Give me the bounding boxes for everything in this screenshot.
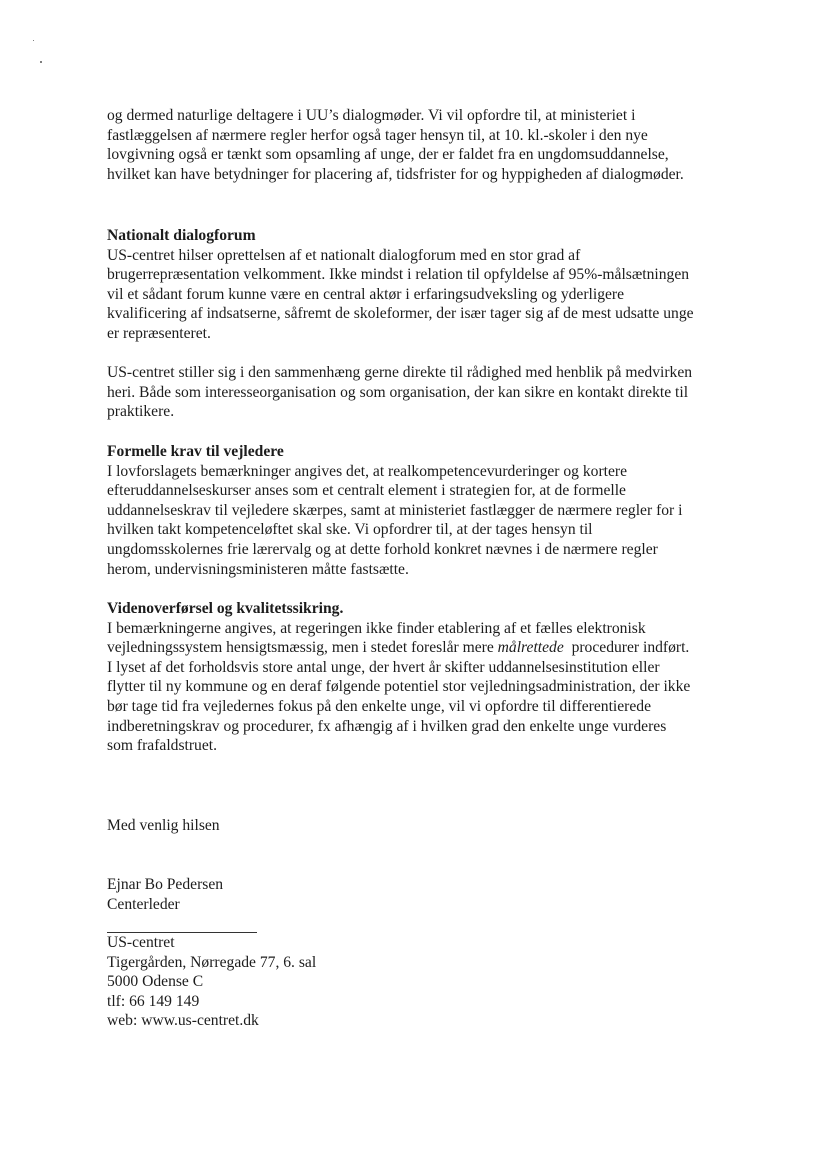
text-line: lovgivning også er tænkt som opsamling af unge, der er faldet fra en ungdomsuddannelse, bbox=[107, 146, 669, 164]
section-heading: Nationalt dialogforum bbox=[107, 227, 256, 244]
text-line: I lyset af det forholdsvis store antal unge, der hvert år skifter uddannelsesinstitution eller bbox=[107, 658, 660, 676]
signature-block bbox=[107, 875, 747, 914]
footer-contact bbox=[107, 933, 747, 1031]
section-heading: Videnoverførsel og kvalitetssikring. bbox=[107, 600, 344, 617]
intro-paragraph bbox=[107, 106, 747, 184]
phone-line: tlf: 66 149 149 bbox=[107, 992, 200, 1010]
section-heading: Formelle krav til vejledere bbox=[107, 443, 284, 460]
section-formelle-krav bbox=[107, 442, 747, 579]
text-line: kvalificering af indsatserne, såfremt de skoleformer, der især tager sig af de mest udsatte unge bbox=[107, 305, 694, 323]
text-line: praktikere. bbox=[107, 403, 175, 421]
text-line: er repræsenteret. bbox=[107, 324, 211, 342]
text-line-with-emphasis bbox=[107, 638, 747, 658]
text-segment: vejledningssystem hensigtsmæssig, men i stedet foreslår mere bbox=[107, 639, 498, 657]
text-line: bør tage tid fra vejledernes fokus på den enkelte unge, vil vi opfordre til differentierede bbox=[107, 697, 651, 715]
text-line: vil et sådant forum kunne være en central aktør i erfaringsudveksling og yderligere bbox=[107, 285, 625, 303]
text-line: hvilket kan have betydninger for placering af, tidsfrister for og hyppigheden af dialogmøder. bbox=[107, 165, 684, 183]
text-line: brugerrepræsentation velkomment. Ikke mindst i relation til opfyldelse af 95%-målsætningen bbox=[107, 266, 690, 284]
dialogforum-paragraph-2 bbox=[107, 363, 747, 422]
text-line: og dermed naturlige deltagere i UU’s dialogmøder. Vi vil opfordre til, at ministeriet i bbox=[107, 107, 636, 124]
text-segment: procedurer indført. bbox=[563, 639, 690, 657]
section-videnoverforsel bbox=[107, 599, 747, 756]
text-line: heri. Både som interesseorganisation og som organisation, der kan sikre en kontakt direkte til bbox=[107, 383, 689, 401]
scan-speck bbox=[33, 40, 34, 41]
web-line: web: www.us-centret.dk bbox=[107, 1012, 259, 1030]
text-line: US-centret stiller sig i den sammenhæng gerne direkte til rådighed med henblik på medvirken bbox=[107, 364, 693, 381]
org-name: US-centret bbox=[107, 934, 175, 951]
text-line: I bemærkningerne angives, at regeringen ikke finder etablering af et fælles elektronisk bbox=[107, 619, 646, 637]
address-line: Tigergården, Nørregade 77, 6. sal bbox=[107, 953, 317, 971]
closing-greeting-block bbox=[107, 816, 747, 836]
postal-line: 5000 Odense C bbox=[107, 973, 204, 991]
text-line: fastlæggelsen af nærmere regler herfor også tager hensyn til, at 10. kl.-skoler i den nye bbox=[107, 126, 648, 144]
section-nationalt-dialogforum bbox=[107, 226, 747, 344]
signer-name: Ejnar Bo Pedersen bbox=[107, 876, 224, 893]
scan-speck bbox=[40, 61, 42, 63]
text-line: flytter til ny kommune og en deraf følgende potentiel stor vejledningsadministration, der ikke bbox=[107, 678, 691, 696]
text-line: indberetningskrav og procedurer, fx afhængig af i hvilken grad den enkelte unge vurderes bbox=[107, 717, 667, 735]
text-line: som frafaldstruet. bbox=[107, 737, 217, 755]
closing-greeting: Med venlig hilsen bbox=[107, 817, 220, 834]
signer-title: Centerleder bbox=[107, 895, 180, 913]
text-line: ungdomsskolernes frie lærervalg og at dette forhold konkret nævnes i de nærmere regler bbox=[107, 540, 658, 558]
text-line: uddannelseskrav til vejledere skærpes, samt at ministeriet fastlægger de nærmere regler for i bbox=[107, 501, 683, 519]
text-line: hvilken takt kompetenceløftet skal ske. Vi opfordrer til, at der tages hensyn til bbox=[107, 521, 593, 539]
emphasized-word: målrettede bbox=[497, 639, 564, 657]
text-line: US-centret hilser oprettelsen af et nationalt dialogforum med en stor grad af bbox=[107, 246, 581, 264]
text-line: herom, undervisningsministeren måtte fastsætte. bbox=[107, 560, 409, 578]
text-line: I lovforslagets bemærkninger angives det, at realkompetencevurderinger og kortere bbox=[107, 462, 628, 480]
text-line: efteruddannelseskurser anses som et centralt element i strategien for, at de formelle bbox=[107, 482, 626, 500]
